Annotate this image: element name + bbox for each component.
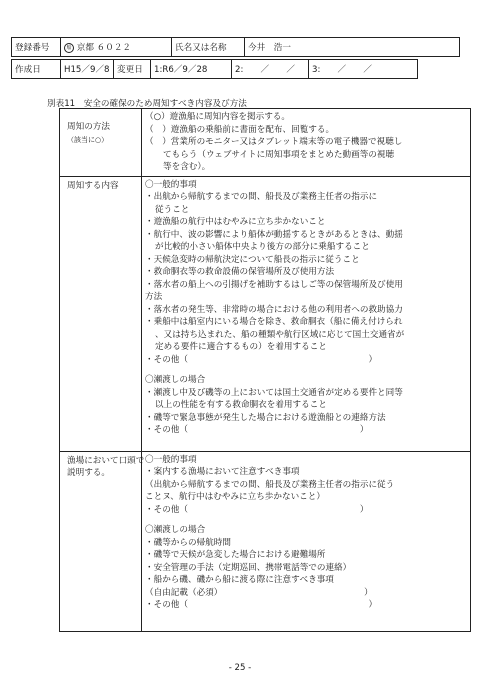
oral-line: ・その他（ ）: [145, 600, 378, 610]
name-value: 今井 浩一: [245, 38, 460, 57]
method-content: [142, 109, 471, 177]
oral-label: 説明する。: [67, 468, 110, 478]
content-label: 周知する内容: [67, 180, 119, 191]
content-line: 以上の性能を有する救命胴衣を着用すること: [155, 400, 327, 410]
content-line: ・救命胴衣等の救命設備の保管場所及び使用方法: [145, 267, 335, 277]
changed-label: 変更日: [114, 60, 151, 79]
method-line: てもらう（ウェブサイトに周知事項をまとめた動画等の視聴: [163, 149, 395, 160]
content-label-cell: [60, 176, 142, 451]
table-caption: 別表11 安全の確保のため周知すべき内容及び方法: [47, 99, 247, 109]
name-label: 氏名又は名称: [172, 38, 245, 57]
content-line: ・落水者の発生等、非常時の場合における他の利用者への救助協力: [145, 304, 403, 315]
content-line: ・天候急変時の帰航決定について船長の指示に従うこと: [145, 254, 360, 265]
ship-stamp-icon: 船: [64, 43, 74, 53]
general-heading: 〇一般的事項: [145, 179, 197, 190]
content-line: 方法: [145, 292, 163, 302]
content-line: ・落水者の船上への引揚げを補助するはしご等の保管場所及び使用: [145, 279, 403, 290]
oral-label-cell: [60, 451, 145, 631]
content-line: 従うこと: [155, 204, 190, 215]
created-label: 作成日: [12, 60, 61, 79]
change-1: 1:R6／9／28: [151, 60, 232, 79]
content-line: 定める要件に適合するもの）を着用すること: [155, 342, 327, 352]
method-label: 周知の方法: [67, 122, 110, 132]
content-line: ・その他（ ）: [145, 425, 369, 435]
reg-no-label: 登録番号: [12, 38, 61, 57]
safety-notice-table: [59, 108, 471, 632]
content-line: ・瀬渡し中及び磯等の上においては国土交通省が定める要件と同等: [145, 387, 403, 398]
oral-label: 漁場において口頭で: [67, 455, 145, 466]
oral-line: ・船から磯、磯から船に渡る際に注意すべき事項: [145, 575, 334, 585]
oral-shore-heading: 〇瀬渡しの場合: [145, 525, 206, 535]
shore-heading: 〇瀬渡しの場合: [145, 375, 206, 385]
oral-line: （出航から帰航するまでの間、船長及び業務主任者の指示に従う: [145, 479, 395, 490]
oral-line: ・案内する漁場において注意すべき事項: [145, 467, 300, 477]
content-line: 、又は持ち込まれた、船の種類や航行区域に応じて国土交通省が: [155, 329, 405, 340]
content-line: ・磯等で緊急事態が発生した場合における遊漁船との連絡方法: [145, 412, 386, 423]
oral-general-heading: 〇一般的事項: [145, 454, 197, 465]
content-line: ・遊漁船の航行中はむやみに立ち歩かないこと: [145, 217, 326, 227]
dates-table: [11, 59, 418, 79]
content-line: ・航行中、波の影響により船体が動揺するときがあるときは、動揺: [145, 229, 403, 240]
change-2: 2: ／ ／: [232, 60, 309, 79]
method-label-cell: [60, 109, 142, 177]
oral-line: ・その他（ ）: [145, 504, 369, 515]
change-3: 3: ／ ／: [309, 60, 418, 79]
oral-line: ・磯等からの帰航時間: [145, 537, 231, 548]
content-cell: [142, 176, 471, 451]
reg-no-cell: [61, 38, 172, 57]
content-line: ・乗船中は船室内にいる場合を除き、救命胴衣（船に備え付けられ: [145, 317, 403, 327]
content-line: が比較的小さい船体中央より後方の部分に乗船すること: [155, 242, 370, 252]
oral-line: ・安全管理の手法（定期巡回、携帯電話等での連絡）: [145, 562, 352, 573]
method-line: （ ）遊漁船の乗船前に書面を配布、回覧する。: [145, 124, 335, 135]
method-line: （○）遊漁船に周知内容を掲示する。: [145, 112, 290, 122]
registration-table: [11, 37, 460, 57]
method-line: 等を含む）。: [163, 162, 211, 172]
page-number: - 25 -: [228, 663, 252, 673]
method-sublabel: （該当に○）: [67, 135, 109, 144]
method-line: （ ）営業所のモニター又はタブレット端末等の電子機器で視聴し: [145, 137, 403, 147]
oral-line: ・磯等で天候が急変した場合における避難場所: [145, 550, 326, 560]
oral-line: （自由記載（必須） ）: [145, 587, 373, 598]
reg-no-value: 京都 ６０２２: [76, 43, 132, 53]
oral-cell: [142, 451, 471, 631]
content-line: ・その他（ ）: [145, 354, 378, 365]
oral-line: ことヌ、航行中はむやみに立ち歩かないこと）: [145, 492, 325, 502]
created-value: H15／9／8: [61, 60, 114, 79]
content-line: ・出航から帰航するまでの間、船長及び業務主任者の指示に: [145, 192, 378, 202]
